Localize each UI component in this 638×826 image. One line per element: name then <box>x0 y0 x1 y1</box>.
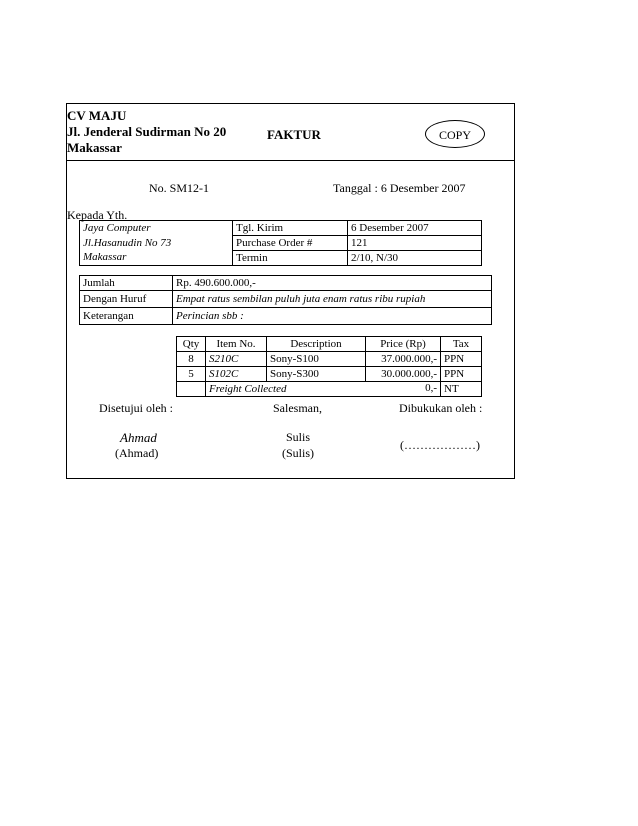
item-description: Sony-S300 <box>267 367 366 382</box>
col-tax: Tax <box>441 337 482 352</box>
recipient-city: Makassar <box>80 251 233 266</box>
item-tax: PPN <box>441 367 482 382</box>
company-address: Jl. Jenderal Sudirman No 20 <box>67 124 227 139</box>
items-table <box>176 336 482 397</box>
item-tax: PPN <box>441 352 482 367</box>
item-qty: 8 <box>177 352 206 367</box>
table-row <box>177 352 482 367</box>
summary-label: Jumlah <box>80 276 173 291</box>
approved-label: Disetujui oleh : <box>99 401 173 415</box>
booked-name: (………………) <box>400 438 480 452</box>
shipping-value: 121 <box>348 236 482 251</box>
invoice-number: No. SM12-1 <box>149 181 210 195</box>
company-name: CV MAJU <box>67 108 127 123</box>
col-qty: Qty <box>177 337 206 352</box>
freight-cell <box>206 382 441 397</box>
item-description: Sony-S100 <box>267 352 366 367</box>
shipping-label: Tgl. Kirim <box>233 221 348 236</box>
table-row <box>177 382 482 397</box>
table-row <box>177 367 482 382</box>
shipping-label: Termin <box>233 251 348 266</box>
summary-value: Empat ratus sembilan puluh juta enam ratus ribu rupiah <box>173 291 492 308</box>
freight-qty <box>177 382 206 397</box>
copy-stamp: COPY <box>425 120 485 148</box>
freight-label: Freight Collected <box>209 382 287 395</box>
summary-label: Dengan Huruf <box>80 291 173 308</box>
freight-price: 0,- <box>425 382 437 394</box>
company-city: Makassar <box>67 140 122 155</box>
approved-name: (Ahmad) <box>115 446 159 460</box>
shipping-value: 6 Desember 2007 <box>348 221 482 236</box>
recipient-address: Jl.Hasanudin No 73 <box>80 236 233 251</box>
freight-tax: NT <box>441 382 482 397</box>
col-price: Price (Rp) <box>366 337 441 352</box>
col-item: Item No. <box>206 337 267 352</box>
item-number: S102C <box>206 367 267 382</box>
invoice-frame <box>66 103 515 479</box>
summary-value: Rp. 490.600.000,- <box>173 276 492 291</box>
summary-value: Perincian sbb : <box>173 308 492 325</box>
summary-table <box>79 275 492 325</box>
booked-label: Dibukukan oleh : <box>399 401 483 415</box>
shipping-label: Purchase Order # <box>233 236 348 251</box>
sales-signature: Sulis <box>286 430 311 444</box>
shipping-value: 2/10, N/30 <box>348 251 482 266</box>
approved-signature: Ahmad <box>120 430 157 445</box>
summary-label: Keterangan <box>80 308 173 325</box>
recipient-name: Jaya Computer <box>80 221 233 236</box>
recipient-shipping-table <box>79 220 482 266</box>
sales-name: (Sulis) <box>282 446 315 460</box>
item-price: 37.000.000,- <box>366 352 441 367</box>
item-price: 30.000.000,- <box>366 367 441 382</box>
col-description: Description <box>267 337 366 352</box>
document-title: FAKTUR <box>267 127 321 142</box>
item-number: S210C <box>206 352 267 367</box>
invoice-date: Tanggal : 6 Desember 2007 <box>333 181 466 195</box>
recipient-label: Kepada Yth. <box>67 208 128 222</box>
sales-label: Salesman, <box>273 401 322 415</box>
item-qty: 5 <box>177 367 206 382</box>
header-divider <box>67 160 514 161</box>
